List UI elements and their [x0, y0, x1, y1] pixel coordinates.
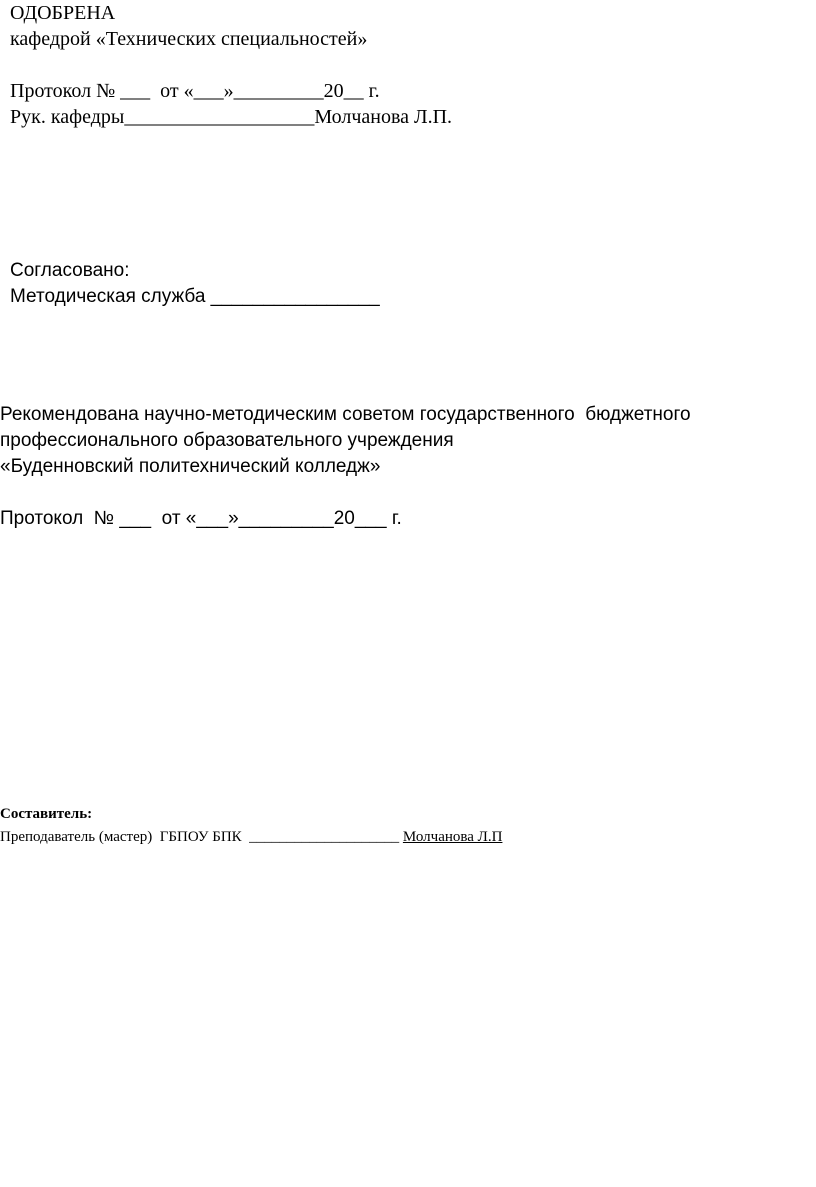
approval-title: ОДОБРЕНА [10, 2, 116, 24]
approval-head: Рук. кафедры___________________Молчанова Л.П. [10, 106, 453, 128]
approval-department: кафедрой «Технических специальностей» [10, 28, 368, 50]
approval-protocol: Протокол № ___ от «___»_________20__ г. [10, 80, 380, 102]
agreement-title: Согласовано: [10, 260, 130, 281]
author-name: Молчанова Л.П [402, 829, 503, 845]
author-position-line [0, 829, 502, 846]
author-label: Составитель: [0, 806, 93, 822]
recommendation-protocol: Протокол № ___ от «___»_________20___ г. [0, 508, 402, 529]
author-position: Преподаватель (мастер) ГБПОУ БПК ____________________ [0, 829, 403, 845]
agreement-service: Методическая служба ________________ [10, 286, 380, 307]
recommendation-line-3: «Буденновский политехнический колледж» [0, 456, 381, 477]
recommendation-line-2: профессионального образовательного учреждения [0, 430, 454, 451]
recommendation-line-1: Рекомендована научно-методическим советом государственного бюджетного [0, 404, 691, 425]
